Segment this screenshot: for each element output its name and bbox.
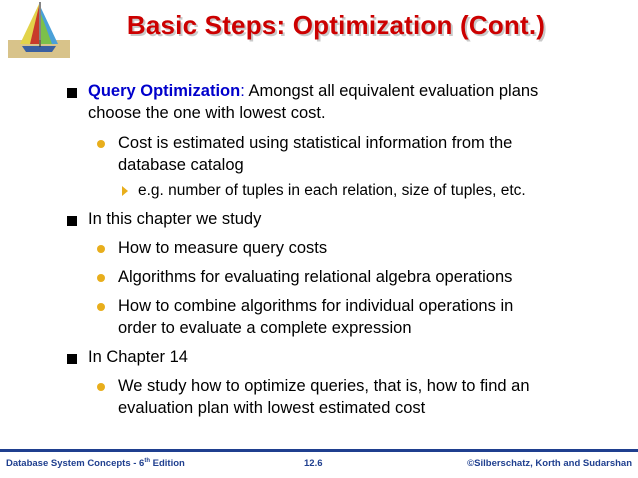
footer-book-title: [6, 458, 185, 469]
triangle-bullet-icon: [122, 186, 128, 196]
bullet-chapter-study: In this chapter we study: [88, 210, 262, 228]
bullet-text: Cost is estimated using statistical information from the: [118, 134, 513, 152]
sub-bullet-measure: How to measure query costs: [118, 239, 328, 257]
footer-text: Database System Concepts - 6: [6, 458, 145, 470]
footer-divider: [0, 449, 638, 452]
bullet-text: database catalog: [118, 156, 244, 174]
round-bullet-icon: [97, 383, 105, 391]
round-bullet-icon: [97, 140, 105, 148]
sub-bullet-optimize: [118, 375, 578, 419]
round-bullet-icon: [97, 245, 105, 253]
footer-page-number: 12.6: [304, 458, 323, 469]
footer-text: Edition: [150, 458, 185, 470]
sub-bullet-algorithms: Algorithms for evaluating relational algebra operations: [118, 268, 513, 286]
footer-sup: th: [144, 458, 151, 464]
bullet-text: evaluation plan with lowest estimated cost: [118, 399, 426, 417]
bullet-text: order to evaluate a complete expression: [118, 319, 412, 337]
sub-bullet-combine: [118, 295, 578, 339]
bullet-text: choose the one with lowest cost.: [88, 104, 326, 122]
keyword-colon: :: [240, 82, 245, 100]
round-bullet-icon: [97, 274, 105, 282]
sailboat-logo-icon: [8, 0, 70, 58]
bullet-query-optimization: [88, 80, 598, 124]
bullet-text: Amongst all equivalent evaluation plans: [244, 82, 539, 100]
square-bullet-icon: [67, 354, 77, 364]
bullet-chapter-14: In Chapter 14: [88, 348, 188, 366]
round-bullet-icon: [97, 303, 105, 311]
keyword-query-optimization: Query Optimization: [88, 82, 241, 100]
square-bullet-icon: [67, 216, 77, 226]
square-bullet-icon: [67, 88, 77, 98]
slide-title: Basic Steps: Optimization (Cont.): [126, 10, 546, 40]
footer-copyright: ©Silberschatz, Korth and Sudarshan: [467, 458, 632, 469]
bullet-text: How to combine algorithms for individual operations in: [118, 297, 514, 315]
bullet-text: We study how to optimize queries, that is, how to find an: [118, 377, 530, 395]
sub-sub-bullet-example: e.g. number of tuples in each relation, size of tuples, etc.: [138, 182, 526, 199]
sub-bullet-cost: [118, 132, 578, 176]
